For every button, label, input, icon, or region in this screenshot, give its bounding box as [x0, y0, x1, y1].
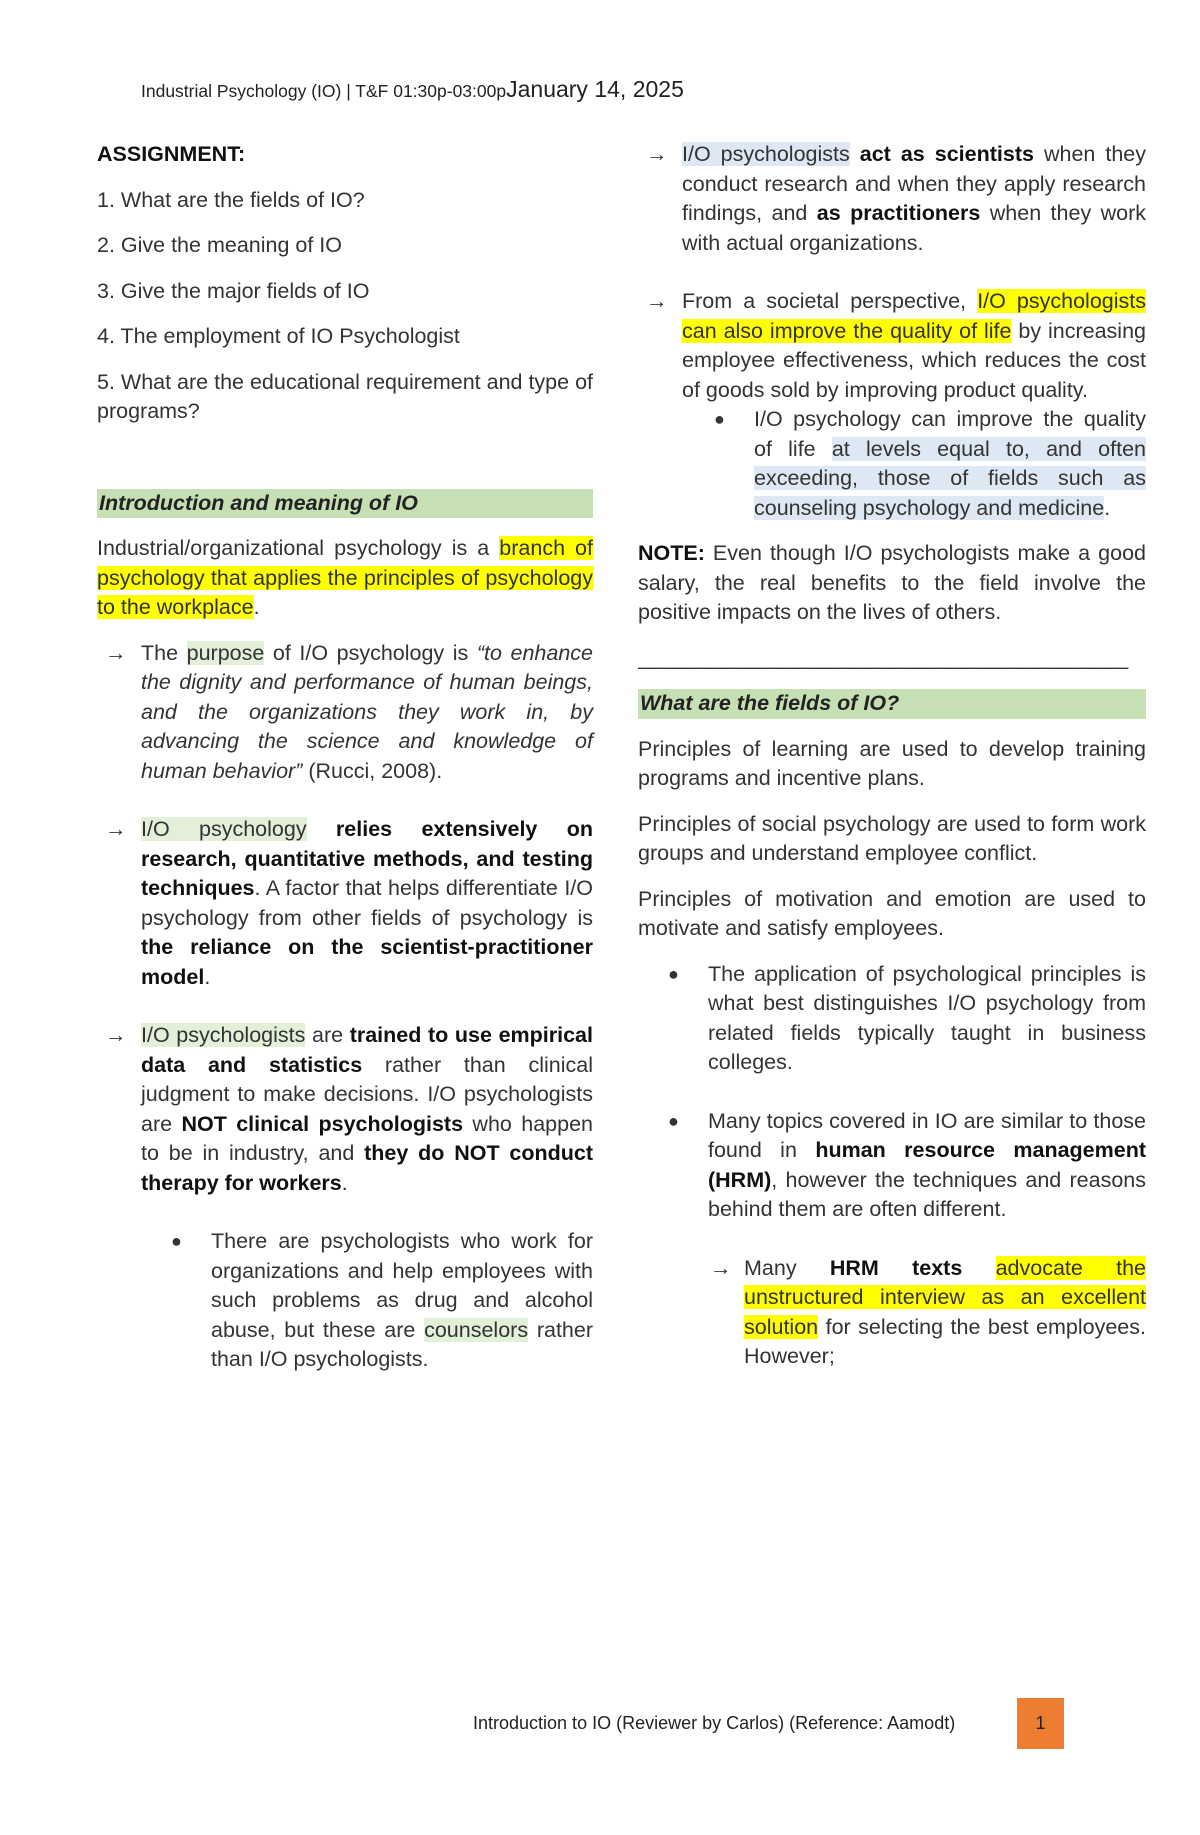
- arrow-icon: →: [646, 289, 668, 313]
- page-number: 1: [1017, 1698, 1064, 1749]
- trained-bold-1: trained to use empirical data and statistics: [141, 1023, 593, 1077]
- note-paragraph: [638, 539, 1146, 628]
- hrm-texts-item: [706, 1254, 1146, 1372]
- application-bullet: [668, 960, 1146, 1078]
- assignment-item-1: 1. What are the fields of IO?: [97, 187, 365, 212]
- application-text: The application of psychological principles is what best distinguishes I/O psychology from related fields typically taught in business colleges.: [708, 961, 1146, 1074]
- definition-end: .: [253, 595, 260, 619]
- section-heading-fields: What are the fields of IO?: [638, 689, 1146, 719]
- trained-text-4: .: [341, 1170, 348, 1195]
- purpose-text-2: of I/O psychology is: [264, 640, 477, 665]
- bullet-icon: ●: [171, 1231, 182, 1251]
- left-column: [97, 140, 593, 1375]
- trained-text-2: rather than clinical judgment to make decisions. I/O psychologists are: [141, 1052, 593, 1136]
- bullet-icon: ●: [668, 963, 679, 984]
- arrow-icon: →: [105, 640, 127, 665]
- trained-bold-3: they do NOT conduct therapy for workers: [141, 1141, 593, 1195]
- relies-bold-1: relies extensively on research, quantitative methods, and testing techniques: [141, 817, 593, 900]
- hrm-texts-end: for selecting the best employees. However;: [744, 1314, 1146, 1368]
- header-course: Industrial Psychology (IO) | T&F 01:30p-03:00p: [141, 81, 507, 101]
- relies-item: [97, 815, 593, 992]
- scientists-item: [638, 140, 1146, 258]
- note-label: NOTE:: [638, 541, 705, 565]
- arrow-icon: →: [646, 142, 668, 166]
- page-header: [141, 76, 684, 103]
- trained-item: [97, 1021, 593, 1198]
- scientists-bold-2: as practitioners: [816, 201, 981, 225]
- societal-highlight: I/O psychologists can also improve the quality of life: [682, 289, 1146, 343]
- relies-bold-2: the reliance on the scientist-practitioner model: [141, 935, 593, 989]
- hrm-text-1: Many topics covered in IO are similar to those found in: [708, 1108, 1146, 1162]
- quality-end: .: [1104, 495, 1111, 520]
- hrm-text-2: , however the techniques and reasons behind them are often different.: [708, 1167, 1146, 1221]
- right-column: [638, 140, 1146, 1372]
- section-heading-intro: Introduction and meaning of IO: [97, 489, 593, 519]
- fields-paragraph-social: Principles of social psychology are used to form work groups and understand employee conflict.: [638, 811, 1146, 865]
- counselors-bullet: [171, 1227, 593, 1375]
- purpose-item: [97, 639, 593, 787]
- assignment-item-2: 2. Give the meaning of IO: [97, 233, 342, 257]
- counselors-text: There are psychologists who work for organizations and help employees with such problems as drug and alcohol abuse, but these are: [211, 1229, 593, 1342]
- hrm-texts-highlight: advocate the unstructured interview as an excellent solution: [744, 1255, 1146, 1339]
- trained-highlight: I/O psychologists: [141, 1023, 306, 1047]
- definition-paragraph: [97, 534, 593, 623]
- bullet-icon: ●: [668, 1110, 679, 1131]
- scientists-space: [850, 142, 860, 166]
- definition-highlight: branch of psychology that applies the principles of psychology to the workplace: [97, 536, 593, 619]
- trained-text-1: are: [305, 1023, 350, 1047]
- scientists-text-2: when they work with actual organizations.: [682, 201, 1146, 255]
- societal-text: From a societal perspective,: [682, 289, 978, 313]
- section-divider: _________________________________________: [638, 645, 1129, 670]
- societal-item: [638, 287, 1146, 405]
- assignment-item-4: 4. The employment of IO Psychologist: [97, 324, 460, 348]
- societal-text-2: by increasing employee effectiveness, which reduces the cost of goods sold by improving product quality.: [682, 318, 1146, 402]
- scientists-bold-1: act as scientists: [859, 142, 1034, 166]
- purpose-citation: (Rucci, 2008).: [302, 758, 443, 783]
- counselors-highlight: counselors: [424, 1317, 529, 1342]
- relies-highlight: I/O psychology: [141, 817, 307, 841]
- quality-text: I/O psychology can improve the quality of life: [754, 407, 1146, 461]
- relies-text-1: . A factor that helps differentiate I/O psychology from other fields of psychology is: [141, 876, 593, 930]
- page-footer: Introduction to IO (Reviewer by Carlos) (Reference: Aamodt): [473, 1713, 956, 1733]
- scientists-highlight: I/O psychologists: [682, 142, 850, 166]
- header-date: January 14, 2025: [506, 76, 684, 102]
- note-text: Even though I/O psychologists make a good salary, the real benefits to the field involve the positive impacts on the lives of others.: [638, 541, 1146, 624]
- arrow-icon: →: [105, 817, 127, 841]
- purpose-quote: “to enhance the dignity and performance of human beings, and the organizations they work in, by advancing the science and knowledge of human behavior”: [141, 640, 593, 783]
- trained-bold-2: NOT clinical psychologists: [181, 1111, 464, 1136]
- definition-text: Industrial/organizational psychology is a: [97, 536, 500, 560]
- quality-bullet: [714, 405, 1146, 523]
- quality-highlight: at levels equal to, and often exceeding, those of fields such as counseling psychology and medicine: [754, 436, 1146, 520]
- purpose-highlight: purpose: [186, 640, 265, 665]
- hrm-texts-bold: HRM texts: [829, 1255, 963, 1280]
- fields-paragraph-learning: Principles of learning are used to develop training programs and incentive plans.: [638, 736, 1146, 790]
- assignment-item-5: 5. What are the educational requirement and type of programs?: [97, 369, 594, 423]
- arrow-icon: →: [710, 1255, 732, 1280]
- bullet-icon: ●: [714, 409, 725, 429]
- hrm-texts-text: Many: [744, 1255, 830, 1280]
- trained-text-3: who happen to be in industry, and: [141, 1111, 593, 1165]
- relies-text-2: .: [204, 964, 211, 989]
- counselors-text-2: rather than I/O psychologists.: [211, 1317, 593, 1371]
- hrm-texts-space: [962, 1256, 995, 1280]
- arrow-icon: →: [105, 1023, 127, 1047]
- hrm-bullet: [668, 1107, 1147, 1225]
- purpose-text: The: [141, 640, 187, 665]
- fields-paragraph-motivation: Principles of motivation and emotion are used to motivate and satisfy employees.: [638, 886, 1146, 940]
- scientists-text-1: when they conduct research and when they apply research findings, and: [682, 142, 1146, 225]
- assignment-item-3: 3. Give the major fields of IO: [97, 278, 370, 303]
- hrm-bold: human resource management (HRM): [708, 1138, 1147, 1192]
- assignment-title: ASSIGNMENT:: [97, 142, 246, 166]
